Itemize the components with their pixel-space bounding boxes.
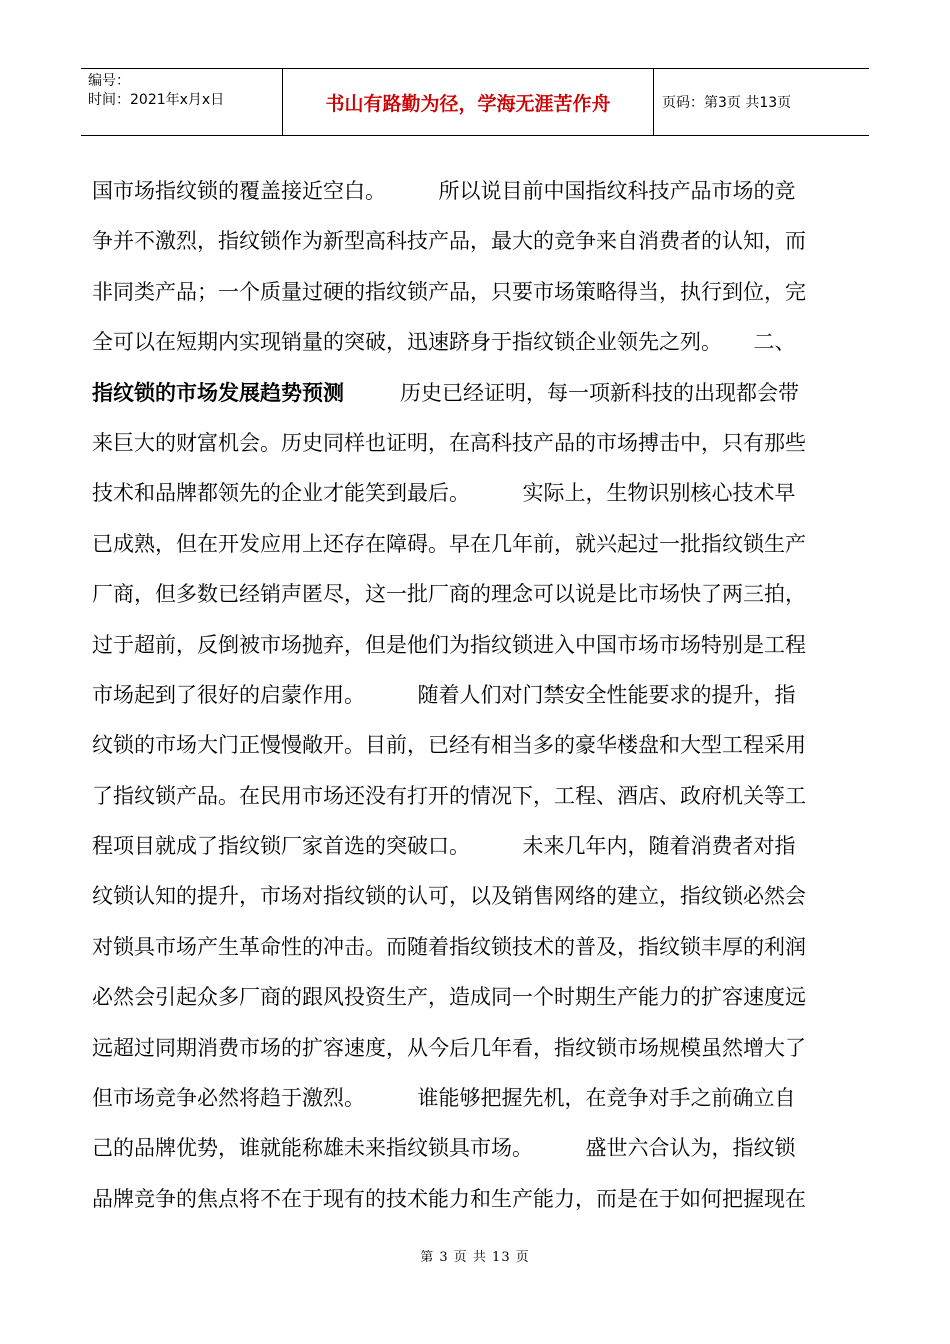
text-line-content: 已成熟，但在开发应用上还存在障碍。早在几年前，就兴起过一批指纹锁生产 bbox=[92, 531, 806, 556]
text-line bbox=[92, 871, 862, 921]
text-line bbox=[92, 771, 862, 821]
text-line bbox=[92, 216, 862, 266]
text-line-content: 程项目就成了指纹锁厂家首选的突破口。 未来几年内，随着消费者对指 bbox=[92, 834, 796, 859]
heading-gap bbox=[344, 368, 400, 418]
text-line bbox=[92, 267, 862, 317]
text-line-content: 远超过同期消费市场的扩容速度，从今后几年看，指纹锁市场规模虽然增大了 bbox=[92, 1035, 806, 1060]
header-info-cell bbox=[81, 69, 283, 135]
text-line-content: 但市场竞争必然将趋于激烈。 谁能够把握先机，在竞争对手之前确立自 bbox=[92, 1086, 796, 1111]
text-line-content: 全可以在短期内实现销量的突破，迅速跻身于指纹锁企业领先之列。 二、 bbox=[92, 330, 796, 355]
header-page-cell bbox=[654, 69, 869, 135]
text-line-content: 争并不激烈，指纹锁作为新型高科技产品，最大的竞争来自消费者的认知，而 bbox=[92, 229, 806, 254]
document-time-label: 时间：2021年x月x日 bbox=[88, 92, 225, 108]
document-body bbox=[92, 166, 862, 1224]
text-line bbox=[92, 1023, 862, 1073]
text-line-content: 历史已经证明，每一项新科技的出现都会带 bbox=[400, 380, 799, 405]
text-line-content: 技术和品牌都领先的企业才能笑到最后。 实际上，生物识别核心技术早 bbox=[92, 481, 796, 506]
text-line bbox=[92, 821, 862, 871]
text-line bbox=[92, 468, 862, 518]
text-line bbox=[92, 418, 862, 468]
text-line bbox=[92, 972, 862, 1022]
document-number-label: 编号： bbox=[88, 73, 130, 89]
text-line-with-heading bbox=[92, 368, 862, 418]
text-line-content: 纹锁的市场大门正慢慢敞开。目前，已经有相当多的豪华楼盘和大型工程采用 bbox=[92, 733, 806, 758]
text-line bbox=[92, 1174, 862, 1224]
footer-page-number: 第 3 页 共 13 页 bbox=[420, 1250, 530, 1265]
text-line bbox=[92, 519, 862, 569]
text-line bbox=[92, 1123, 862, 1173]
text-line bbox=[92, 670, 862, 720]
text-line-content: 非同类产品；一个质量过硬的指纹锁产品，只要市场策略得当，执行到位，完 bbox=[92, 279, 806, 304]
text-line-content: 对锁具市场产生革命性的冲击。而随着指纹锁技术的普及，指纹锁丰厚的利润 bbox=[92, 934, 806, 959]
text-line-content: 纹锁认知的提升，市场对指纹锁的认可，以及销售网络的建立，指纹锁必然会 bbox=[92, 884, 806, 909]
text-line bbox=[92, 569, 862, 619]
header-table bbox=[81, 68, 869, 136]
text-line-content: 来巨大的财富机会。历史同样也证明，在高科技产品的市场搏击中，只有那些 bbox=[92, 430, 806, 455]
section-heading: 指纹锁的市场发展趋势预测 bbox=[92, 380, 344, 405]
text-line-content: 必然会引起众多厂商的跟风投资生产，造成同一个时期生产能力的扩容速度远 bbox=[92, 985, 806, 1010]
text-line bbox=[92, 1073, 862, 1123]
header-motto: 书山有路勤为径，学海无涯苦作舟 bbox=[325, 92, 611, 115]
text-line bbox=[92, 166, 862, 216]
text-line bbox=[92, 720, 862, 770]
text-line-content: 过于超前，反倒被市场抛弃，但是他们为指纹锁进入中国市场市场特别是工程 bbox=[92, 632, 806, 657]
header-page-label: 页码：第3页 共13页 bbox=[662, 95, 792, 111]
page-footer bbox=[0, 1246, 950, 1265]
text-line-content: 厂商，但多数已经销声匿尽，这一批厂商的理念可以说是比市场快了两三拍， bbox=[92, 582, 806, 607]
text-line-content: 品牌竞争的焦点将不在于现有的技术能力和生产能力，而是在于如何把握现在 bbox=[92, 1186, 806, 1211]
text-line bbox=[92, 317, 862, 367]
header-motto-cell bbox=[283, 69, 654, 135]
text-line bbox=[92, 620, 862, 670]
text-line-content: 己的品牌优势，谁就能称雄未来指纹锁具市场。 盛世六合认为，指纹锁 bbox=[92, 1136, 796, 1161]
text-line-content: 国市场指纹锁的覆盖接近空白。 所以说目前中国指纹科技产品市场的竞 bbox=[92, 179, 796, 203]
text-line-content: 市场起到了很好的启蒙作用。 随着人们对门禁安全性能要求的提升，指 bbox=[92, 682, 796, 707]
text-line-content: 了指纹锁产品。在民用市场还没有打开的情况下，工程、酒店、政府机关等工 bbox=[92, 783, 806, 808]
text-line bbox=[92, 922, 862, 972]
